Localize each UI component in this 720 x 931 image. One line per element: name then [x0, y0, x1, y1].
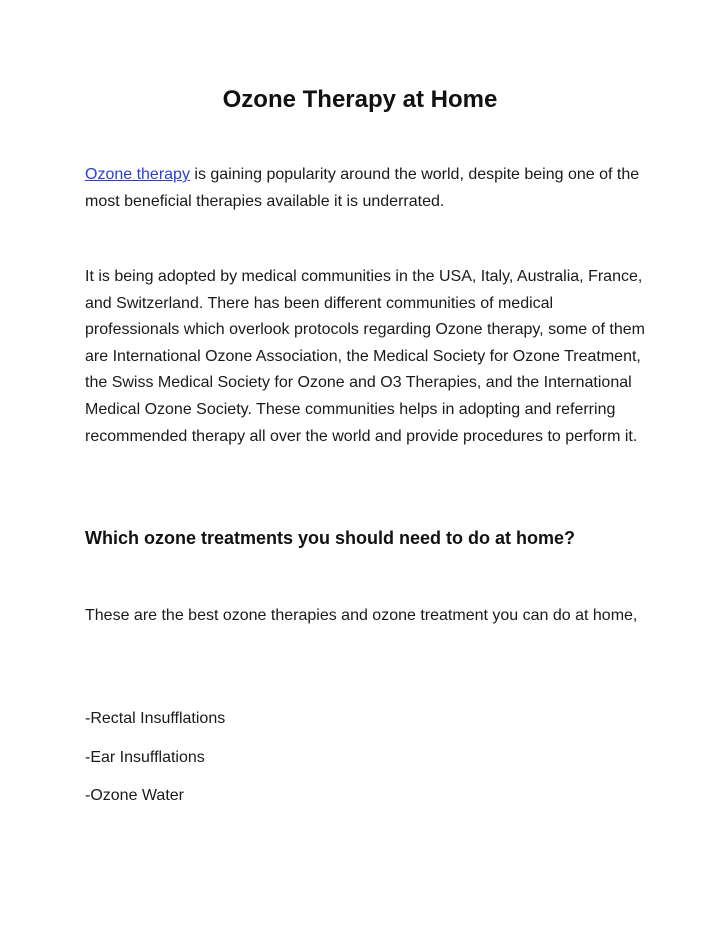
intro-text: is gaining popularity around the world, despite being one of the most beneficial therapies available it is underrated. — [85, 166, 640, 210]
treatment-list — [85, 706, 225, 822]
section-heading: Which ozone treatments you should need to do at home? — [85, 528, 576, 548]
ozone-therapy-link[interactable]: Ozone therapy — [85, 166, 190, 183]
list-item: -Rectal Insufflations — [85, 710, 226, 727]
communities-paragraph: It is being adopted by medical communities in the USA, Italy, Australia, France, and Switzerland. There has been different communities of medical professionals which overlook protocols regarding Ozone therapy, some of them are International Ozone Association, the Medical Society for Ozone Treatment, the Swiss Medical Society for Ozone and O3 Therapies, and the International Medical Ozone Society. These communities helps in adopting and referring recommended therapy all over the world and provide procedures to perform it. — [85, 268, 645, 445]
intro-paragraph — [85, 162, 645, 215]
list-item: -Ozone Water — [85, 787, 184, 804]
page-title: Ozone Therapy at Home — [222, 86, 498, 113]
list-item: -Ear Insufflations — [85, 748, 205, 766]
treatments-intro-paragraph: These are the best ozone therapies and ozone treatment you can do at home, — [85, 607, 638, 624]
